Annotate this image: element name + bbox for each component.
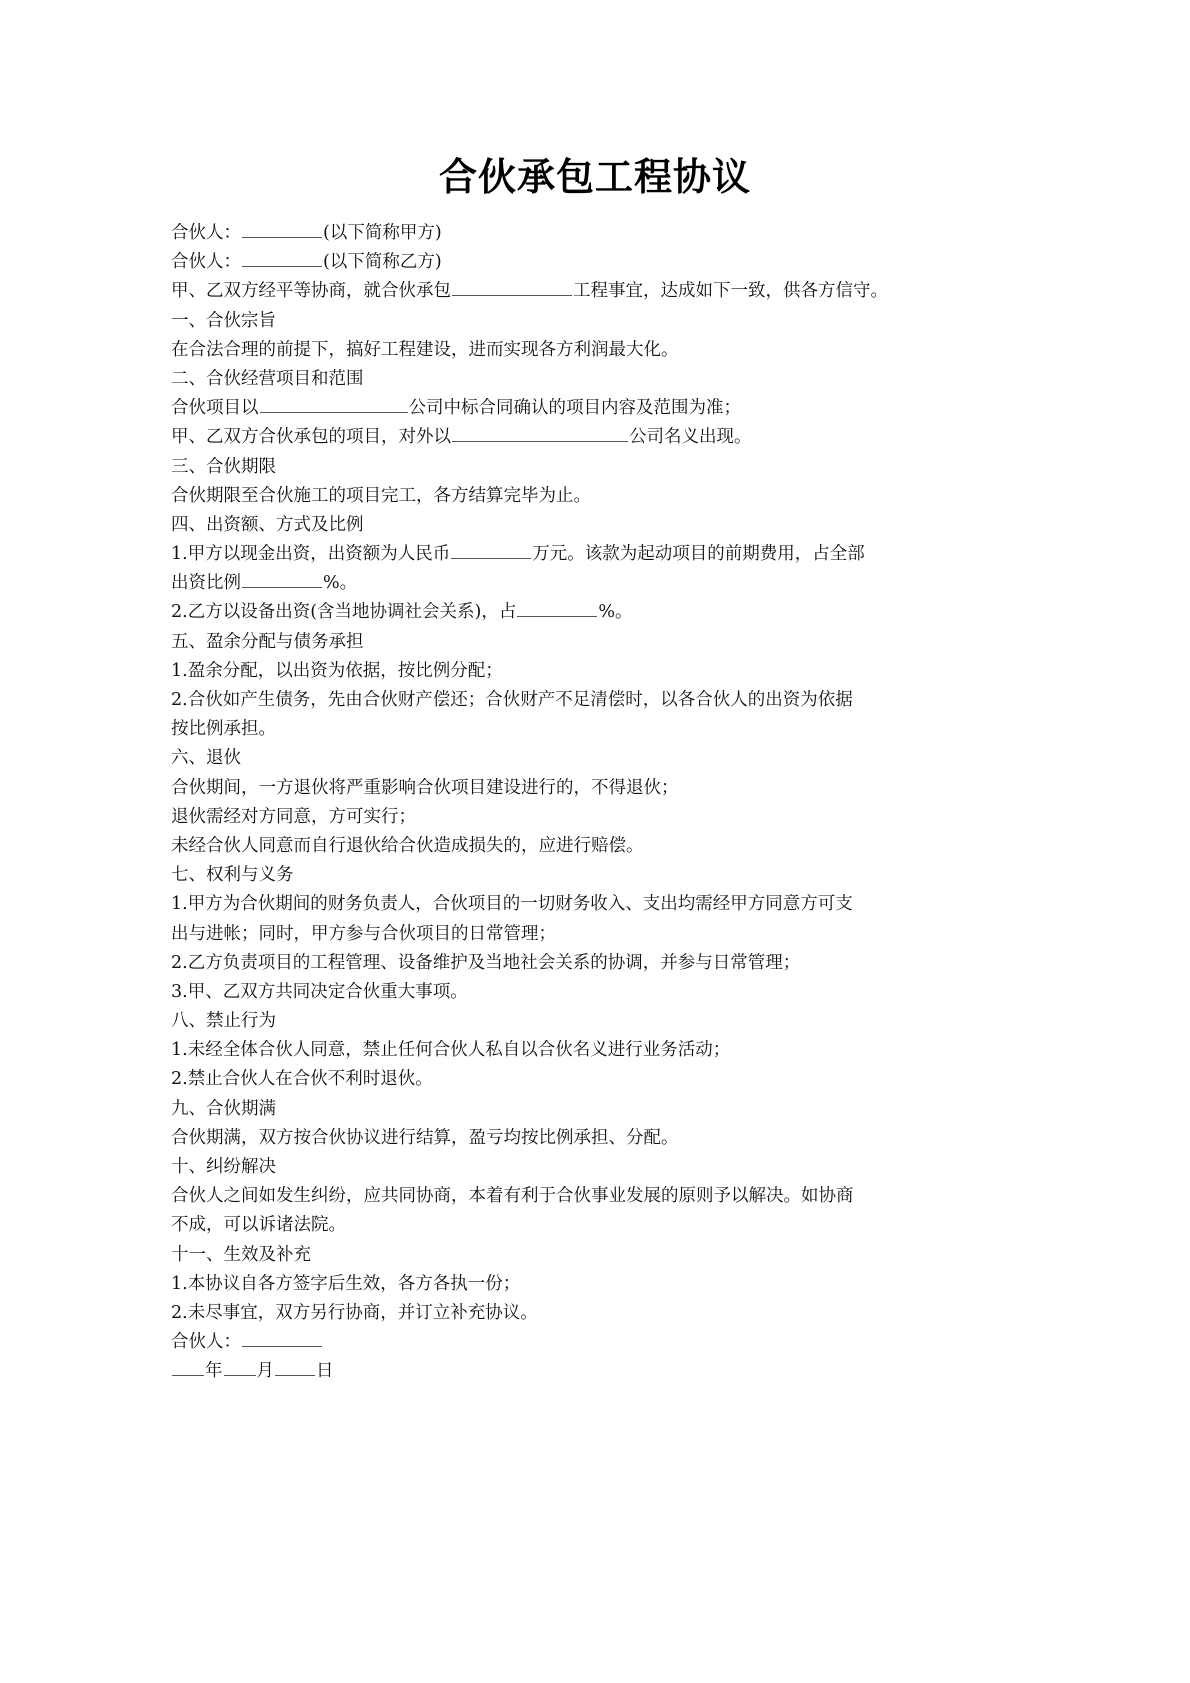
party-b-suffix: (以下简称乙方) (323, 252, 442, 273)
section-text: 1.甲方为合伙期间的财务负责人，合伙项目的一切财务收入、支出均需经甲方同意方可支 (171, 894, 853, 915)
section-text: 合伙期间，一方退伙将严重影响合伙项目建设进行的，不得退伙； (171, 777, 679, 798)
signature-blank[interactable] (242, 1328, 322, 1347)
section-heading: 十一、生效及补充 (171, 1244, 311, 1265)
section-text: 在合法合理的前提下，搞好工程建设，进而实现各方利润最大化。 (171, 339, 679, 360)
section-text (171, 394, 1021, 423)
text-fragment: 公司名义出现。 (629, 427, 752, 448)
section-text: 不成，可以诉诸法院。 (171, 1215, 346, 1236)
section-heading: 九、合伙期满 (171, 1098, 276, 1119)
party-b-blank[interactable] (242, 248, 322, 267)
section-text: 2.未尽事宜，双方另行协商，并订立补充协议。 (171, 1302, 538, 1323)
section-heading: 八、禁止行为 (171, 1011, 276, 1032)
section-heading: 二、合伙经营项目和范围 (171, 368, 364, 389)
party-b-line (171, 248, 1021, 277)
section-text: 2.合伙如产生债务，先由合伙财产偿还；合伙财产不足清偿时，以各合伙人的出资为依据 (171, 690, 853, 710)
day-blank[interactable] (275, 1357, 315, 1376)
text-fragment: %。 (323, 573, 358, 594)
company-blank[interactable] (260, 394, 408, 413)
signature-label: 合伙人： (171, 1332, 241, 1353)
section-text: 出与进帐；同时，甲方参与合伙项目的日常管理； (171, 923, 556, 944)
text-fragment: 甲、乙双方合伙承包的项目，对外以 (171, 427, 451, 448)
intro-text: 甲、乙双方经平等协商，就合伙承包 (171, 281, 451, 302)
month-blank[interactable] (224, 1357, 256, 1376)
section-text: 合伙人之间如发生纠纷，应共同协商，本着有利于合伙事业发展的原则予以解决。如协商 (171, 1186, 854, 1207)
section-text: 1.本协议自各方签字后生效，各方各执一份； (171, 1273, 521, 1294)
month-label: 月 (256, 1361, 274, 1382)
section-heading: 六、退伙 (171, 748, 241, 769)
section-heading: 五、盈余分配与债务承担 (171, 631, 364, 652)
year-blank[interactable] (172, 1357, 204, 1376)
day-label: 日 (316, 1361, 334, 1382)
section-text: 未经合伙人同意而自行退伙给合伙造成损失的，应进行赔偿。 (171, 835, 644, 856)
text-fragment: %。 (598, 602, 633, 623)
section-text: 1.未经全体合伙人同意，禁止任何合伙人私自以合伙名义进行业务活动； (171, 1040, 731, 1061)
section-text: 1.盈余分配，以出资为依据，按比例分配； (171, 660, 503, 681)
section-text (171, 423, 1021, 452)
section-text: 按比例承担。 (171, 719, 276, 740)
party-a-suffix: (以下简称甲方) (323, 223, 442, 243)
text-fragment: 万元。该款为起动项目的前期费用，占全部 (532, 544, 865, 565)
party-a-blank[interactable] (242, 219, 322, 238)
date-line (171, 1357, 1021, 1386)
amount-blank[interactable] (451, 540, 531, 559)
party-a-line (171, 219, 1021, 248)
text-fragment: 出资比例 (171, 573, 241, 594)
document-title: 合伙承包工程协议 (438, 154, 751, 199)
section-heading: 一、合伙宗旨 (171, 310, 276, 331)
section-text: 3.甲、乙双方共同决定合伙重大事项。 (171, 981, 468, 1002)
section-heading: 十、纠纷解决 (171, 1157, 276, 1177)
ratio-b-blank[interactable] (517, 598, 597, 617)
section-text: 合伙期限至合伙施工的项目完工，各方结算完毕为止。 (171, 485, 591, 506)
section-text: 2.乙方负责项目的工程管理、设备维护及当地社会关系的协调，并参与日常管理； (171, 952, 801, 973)
year-label: 年 (205, 1361, 223, 1382)
party-label: 合伙人： (171, 252, 241, 273)
section-heading: 三、合伙期限 (171, 456, 276, 477)
section-text: 2.禁止合伙人在合伙不利时退伙。 (171, 1069, 433, 1090)
section-heading: 四、出资额、方式及比例 (171, 514, 364, 535)
text-fragment: 公司中标合同确认的项目内容及范围为准； (408, 398, 741, 419)
text-fragment: 合伙项目以 (171, 398, 259, 419)
section-text (171, 598, 1021, 627)
section-text: 合伙期满，双方按合伙协议进行结算，盈亏均按比例承担、分配。 (171, 1127, 679, 1148)
signature-line (171, 1328, 1021, 1357)
intro-text: 工程事宜，达成如下一致，供各方信守。 (573, 281, 888, 302)
section-text (171, 540, 1021, 569)
text-fragment: 2.乙方以设备出资(含当地协调社会关系)，占 (171, 602, 517, 623)
company-name-blank[interactable] (452, 423, 628, 442)
intro-line (171, 277, 1021, 306)
document-body (171, 219, 1021, 1387)
text-fragment: 1.甲方以现金出资，出资额为人民币 (171, 544, 451, 565)
ratio-a-blank[interactable] (242, 569, 322, 588)
party-label: 合伙人： (171, 223, 241, 243)
section-text: 退伙需经对方同意，方可实行； (171, 806, 416, 827)
section-heading: 七、权利与义务 (171, 865, 294, 886)
section-text (171, 569, 1021, 598)
project-name-blank[interactable] (452, 277, 572, 296)
